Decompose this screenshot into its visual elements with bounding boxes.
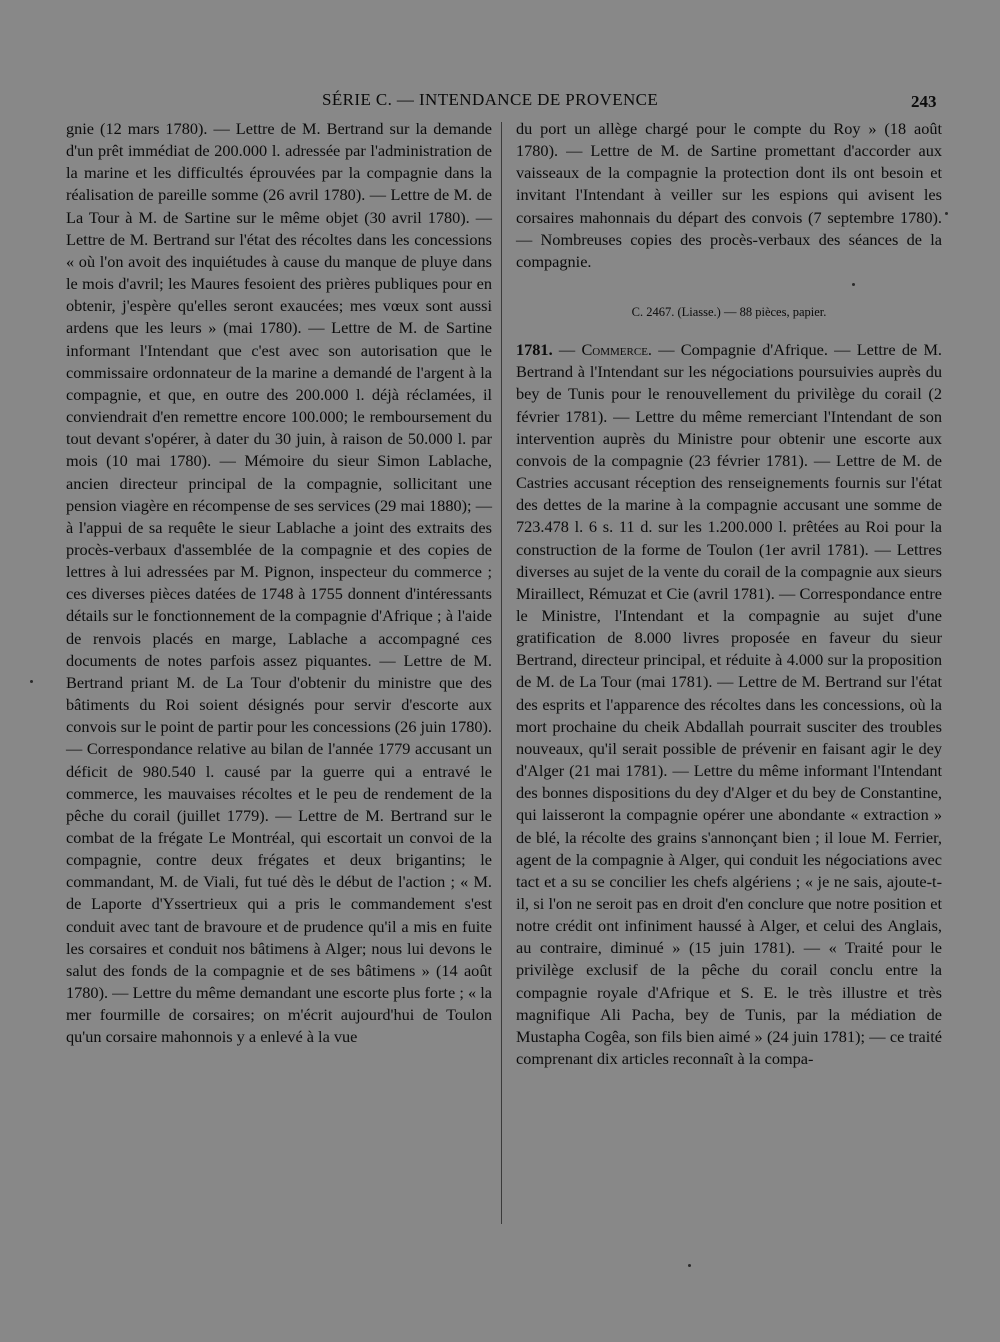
scan-speck [945, 212, 948, 215]
scan-speck [30, 680, 33, 683]
entry-year: 1781. [516, 340, 553, 360]
archive-caption: C. 2467. (Liasse.) — 88 pièces, papier. [631, 305, 827, 320]
entry-text: Compagnie d'Afrique. — Lettre de M. Bertrand à l'Intendant sur les négociations poursuivies auprès du bey de Tunis pour le renouvellement du privilège du corail (2 février 1781). — Lettre du même remerciant l'Intendant de son intervention auprès du Ministre pour obtenir une escorte aux convois de la compagnie (23 février 1781). — Lettre de M. de Castries accusant réception des renseignements fournis sur l'état des dettes de la marine à la compagnie accusant une somme de 723.478 l. 6 s. 11 d. sur les 1.200.000 l. prêtées au Roi pour la construction de la forme de Toulon (1er avril 1781). — Lettres diverses au sujet de la vente du corail de la compagnie aux sieurs Miraillect, Rémuzat et Cie (avril 1781). — Correspondance entre le Ministre, l'Intendant et la compagnie au sujet d'une gratification de 8.000 livres proposée en faveur du sieur Bertrand, directeur principal, et réduite à 4.000 sur la proposition de M. de La Tour (mai 1781). — Lettre de M. Bertrand sur l'état des esprits et l'apparence des récoltes dans les concessions, où la mort prochaine du cheik Abdallah pourrait susciter des troubles nouveaux, qu'il serait possible de prévenir en faisant agir le dey d'Alger (21 mai 1781). — Lettre du même informant l'Intendant des bonnes dispositions du dey d'Alger et du bey de Constantine, qui laisseront la compagnie opérer une abondante « extraction » de blé, la récolte des grains s'annonçant bien ; il loue M. Ferrier, agent de la compagnie à Alger, qui conduit les négociations avec tact et a su se concilier les chefs algériens ; « je ne sais, ajoute-t-il, si l'on ne seroit pas en droit d'en conclure que notre position et notre crédit ont infiniment haussé à Alger, et celui des Anglais, au contraire, diminué » (15 juin 1781). — « Traité pour le privilège exclusif de la pêche du corail conclu entre la compagnie royale d'Afrique et S. E. le très illustre et très magnifique Ali Pacha, bey de Tunis, par la médiation de Mustapha Cogêa, son fils bien aimé » (24 juin 1781); — ce traité comprenant dix articles reconnaît à la compa- [516, 340, 942, 1069]
column-divider [501, 122, 502, 1224]
right-column [516, 118, 942, 1070]
left-column [66, 118, 492, 1049]
scan-speck [688, 1264, 691, 1267]
running-title: SÉRIE C. — INTENDANCE DE PROVENCE [322, 90, 659, 109]
page-number: 243 [911, 92, 937, 111]
right-column-continuation: du port un allège chargé pour le compte du Roy » (18 août 1780). — Lettre de M. de Sartine promettant d'accorder aux vaisseaux de la compagnie la protection dont ils ont besoin et invitant l'Intendant à veiller sur les espions qui avisent les corsaires mahonnais du départ des convois (7 septembre 1780). — Nombreuses copies des procès-verbaux des séances de la compagnie. [516, 119, 942, 271]
left-column-text: gnie (12 mars 1780). — Lettre de M. Bertrand sur la demande d'un prêt immédiat de 200.000 l. adressée par l'administration de la marine et les difficultés éprouvées par la compagnie dans la réalisation de pareille somme (26 avril 1780). — Lettre de M. de La Tour à M. de Sartine sur le même objet (30 avril 1780). — Lettre de M. Bertrand sur l'état des récoltes dans les concessions « où l'on avoit des inquiétudes à cause du manque de pluye dans le mois d'avril; les Maures fesoient des prières publiques pour en obtenir, j'espère qu'elles seront exaucées; mes vœux sont aussi ardens que les leurs » (mai 1780). — Lettre de M. de Sartine informant l'Intendant que c'est avec son autorisation que le commissaire ordonnateur de la marine a demandé de l'argent à la compagnie, et que, en outre des 200.000 l. déjà réclamées, il conviendrait d'en remettre encore 100.000; le remboursement du tout devant s'opérer, à dater du 30 juin, à raison de 50.000 l. par mois (10 mai 1780). — Mémoire du sieur Simon Lablache, ancien directeur principal de la compagnie, sollicitant une pension viagère en récompense de ses services (29 mai 1880); — à l'appui de sa requête le sieur Lablache a joint des extraits des procès-verbaux d'assemblée de la compagnie et des copies de lettres à lui adressées par M. Pignon, inspecteur du commerce ; ces diverses pièces datées de 1748 à 1755 donnent d'intéressants détails sur le fonctionnement de la compagnie d'Afrique ; à l'aide de renvois placés en marge, Lablache a accompagné ces documents de notes parfois assez piquantes. — Lettre de M. Bertrand priant M. de La Tour d'obtenir du ministre que des bâtiments du Roi soient désignés pour servir d'escorte aux convois sur le point de partir pour les concessions (26 juin 1780). — Correspondance relative au bilan de l'année 1779 accusant un déficit de 980.540 l. causé par la guerre qui a entravé le commerce, les mauvaises récoltes et le peu de rendement de la pêche du corail (juillet 1779). — Lettre de M. Bertrand sur le combat de la frégate Le Montréal, qui escortait un convoi de la compagnie, contre deux frégates et deux brigantins; le commandant, M. de Viali, fut tué dès le début de l'action ; « M. de Laporte d'Yssertrieux qui a pris le commandement s'est conduit avec tant de bravoure et de prudence qu'il a mis en fuite les corsaires et conduit nos bâtimens à Alger; nous lui devons le salut des fonds de la compagnie et de ses bâtimens » (14 août 1780). — Lettre du même demandant une escorte plus forte ; « la mer fourmille de corsaires; on m'écrit aujourd'hui de Toulon qu'un corsaire mahonnois y a enlevé à la vue [66, 119, 492, 1047]
entry-separator: — [652, 340, 681, 360]
entry-category: Commerce. [581, 340, 652, 360]
entry-separator: — [552, 340, 582, 360]
scan-speck [852, 283, 855, 286]
page-header [0, 86, 1000, 116]
archive-entry [516, 339, 942, 1070]
